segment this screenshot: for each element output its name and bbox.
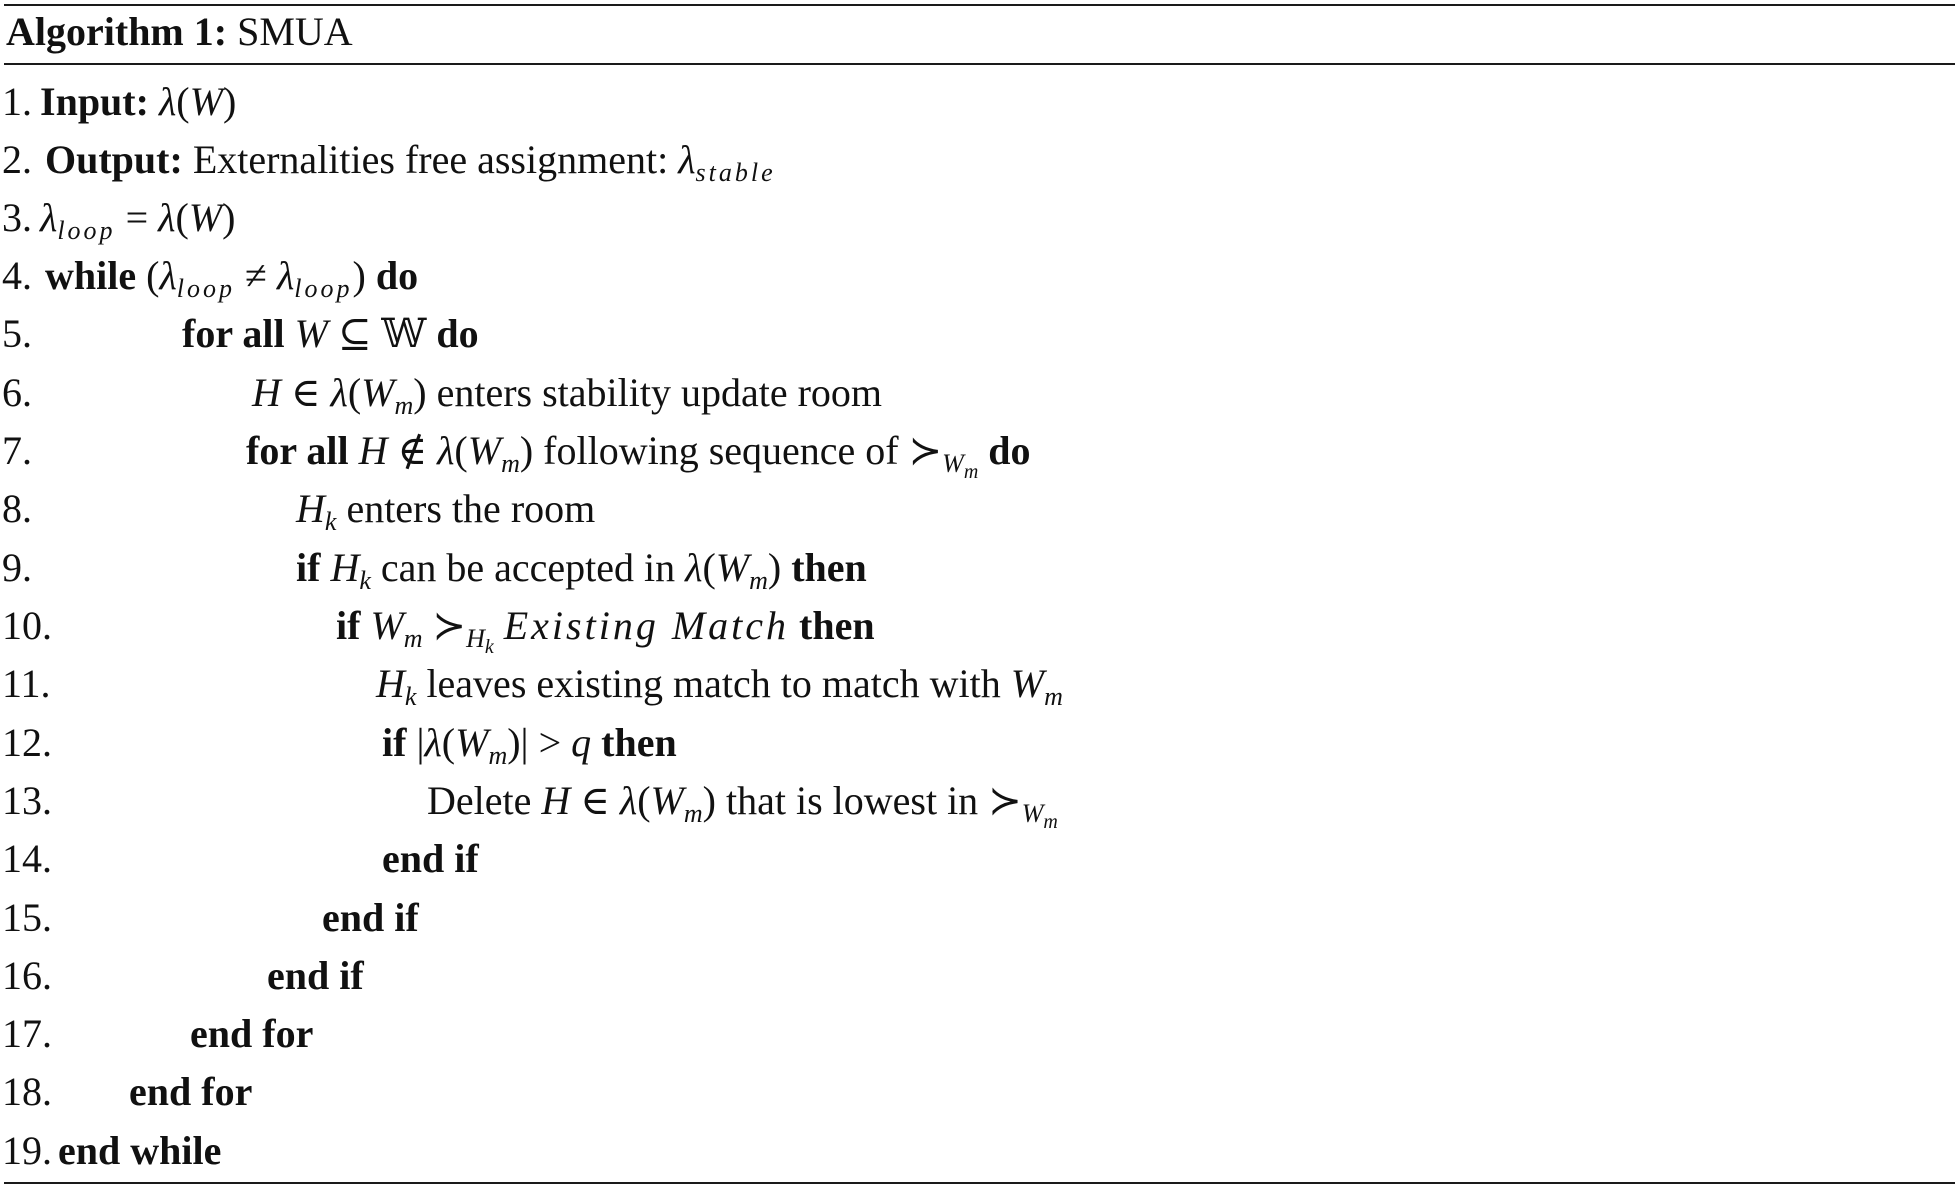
statement-text: can be accepted in bbox=[380, 545, 676, 590]
line-code bbox=[267, 947, 364, 1005]
keyword-output: Output: bbox=[45, 137, 183, 182]
line-code bbox=[382, 714, 677, 772]
keyword-end-for: end for bbox=[190, 1011, 314, 1056]
line-number: 1. bbox=[2, 79, 32, 124]
keyword-input: Input: bbox=[40, 79, 149, 124]
keyword-for-all: for all bbox=[182, 311, 285, 356]
statement-text: that is lowest in bbox=[725, 778, 979, 823]
math-var-w: W bbox=[294, 311, 328, 356]
math-succ: ≻ bbox=[908, 428, 943, 473]
line-code bbox=[322, 889, 419, 947]
keyword-while: while bbox=[45, 253, 137, 298]
math-subscript-w bbox=[1021, 799, 1058, 833]
algorithm-label: Algorithm 1: bbox=[6, 9, 228, 54]
math-subscript-k: k bbox=[324, 507, 337, 536]
math-lambda: λ bbox=[619, 778, 638, 823]
math-subscript-m: m bbox=[683, 799, 703, 828]
line-number: 16. bbox=[2, 953, 52, 998]
line-number: 7. bbox=[2, 428, 32, 473]
math-paren-close: ) bbox=[767, 545, 782, 590]
math-subscript-k: k bbox=[404, 682, 417, 711]
math-subscript-h bbox=[466, 624, 494, 658]
math-lambda: λ bbox=[276, 253, 295, 298]
line-code bbox=[376, 655, 1063, 713]
line-number: 13. bbox=[2, 778, 52, 823]
keyword-if: if bbox=[336, 603, 361, 648]
math-subscript-w-base: W bbox=[1021, 799, 1044, 828]
line-code bbox=[382, 830, 479, 888]
math-abs-close: | bbox=[520, 720, 529, 765]
math-var-w: W bbox=[650, 778, 684, 823]
keyword-end-for: end for bbox=[129, 1069, 253, 1114]
line-number: 12. bbox=[2, 720, 52, 765]
math-in: ∈ bbox=[290, 370, 321, 415]
line-code bbox=[190, 1005, 313, 1063]
keyword-for-all: for all bbox=[246, 428, 349, 473]
keyword-end-if: end if bbox=[322, 895, 419, 940]
math-succ: ≻ bbox=[988, 778, 1022, 823]
math-subscript-k: k bbox=[484, 636, 494, 658]
line-code bbox=[58, 1122, 221, 1180]
math-var-w: W bbox=[361, 370, 395, 415]
keyword-do: do bbox=[988, 428, 1031, 473]
math-var-h: H bbox=[296, 486, 325, 531]
line-number: 5. bbox=[2, 311, 32, 356]
keyword-if: if bbox=[296, 545, 321, 590]
statement-text: leaves existing match to match with bbox=[426, 661, 1001, 706]
keyword-do: do bbox=[375, 253, 419, 298]
math-subscript-stable: stable bbox=[695, 158, 776, 187]
math-abs-open: | bbox=[416, 720, 425, 765]
keyword-do: do bbox=[436, 311, 479, 356]
caption-rule bbox=[4, 63, 1955, 65]
math-subscript-h-base: H bbox=[466, 624, 485, 653]
algorithm-name: SMUA bbox=[237, 9, 353, 54]
keyword-if: if bbox=[382, 720, 407, 765]
math-paren-close: ) bbox=[222, 195, 236, 240]
math-lambda: λ bbox=[330, 370, 348, 415]
keyword-then: then bbox=[799, 603, 875, 648]
math-subscript-w bbox=[942, 449, 979, 483]
math-lambda: λ bbox=[40, 195, 58, 240]
output-description: Externalities free assignment: bbox=[192, 137, 669, 182]
bottom-rule bbox=[4, 1182, 1955, 1184]
math-lambda: λ bbox=[158, 195, 176, 240]
line-number: 15. bbox=[2, 895, 52, 940]
line-code bbox=[129, 1063, 252, 1121]
math-paren-close: ) bbox=[222, 79, 237, 124]
keyword-then: then bbox=[791, 545, 867, 590]
line-code bbox=[246, 422, 1031, 483]
math-paren-close: ) bbox=[702, 778, 716, 823]
line-number: 2. bbox=[2, 137, 32, 182]
math-subscript-loop: loop bbox=[294, 274, 353, 303]
math-var-w: W bbox=[455, 720, 489, 765]
line-number: 10. bbox=[2, 603, 52, 648]
math-paren-open: ( bbox=[454, 428, 468, 473]
math-paren-open: ( bbox=[175, 195, 189, 240]
math-paren-open: ( bbox=[347, 370, 362, 415]
line-code bbox=[427, 772, 1058, 833]
line-code bbox=[45, 131, 776, 189]
statement-text: Delete bbox=[427, 778, 532, 823]
math-subscript-m: m bbox=[403, 624, 423, 653]
line-number: 4. bbox=[2, 253, 32, 298]
math-paren-open: ( bbox=[702, 545, 716, 590]
line-number: 6. bbox=[2, 370, 32, 415]
line-number: 11. bbox=[2, 661, 51, 706]
math-paren-open: ( bbox=[637, 778, 651, 823]
math-subscript-m: m bbox=[1043, 811, 1058, 833]
math-subseteq: ⊆ bbox=[337, 311, 372, 356]
math-greater-than: > bbox=[538, 720, 562, 765]
line-number: 19. bbox=[2, 1128, 52, 1173]
line-number: 8. bbox=[2, 486, 32, 531]
math-in: ∈ bbox=[580, 778, 610, 823]
line-code bbox=[40, 73, 236, 131]
math-subscript-loop: loop bbox=[57, 216, 116, 245]
math-paren-close: ) bbox=[413, 370, 427, 415]
line-number: 18. bbox=[2, 1069, 52, 1114]
math-not-equal: ≠ bbox=[245, 253, 267, 298]
line-number: 14. bbox=[2, 836, 52, 881]
math-not-in: ∉ bbox=[397, 428, 428, 473]
math-var-w: W bbox=[370, 603, 404, 648]
math-lambda: λ bbox=[678, 137, 696, 182]
keyword-end-while: end while bbox=[58, 1128, 222, 1173]
math-set-w: 𝕎 bbox=[381, 311, 427, 356]
line-code bbox=[45, 247, 418, 305]
line-code bbox=[40, 189, 235, 247]
math-var-h: H bbox=[376, 661, 405, 706]
line-number: 9. bbox=[2, 545, 32, 590]
math-subscript-m: m bbox=[749, 566, 768, 595]
line-code bbox=[182, 305, 479, 363]
math-subscript-k: k bbox=[359, 566, 371, 595]
line-number: 17. bbox=[2, 1011, 52, 1056]
math-paren-open: ( bbox=[441, 720, 456, 765]
line-code bbox=[296, 539, 867, 597]
math-succ: ≻ bbox=[432, 603, 467, 648]
math-var-w: W bbox=[467, 428, 502, 473]
math-subscript-m: m bbox=[501, 449, 520, 478]
math-var-w: W bbox=[188, 195, 223, 240]
math-subscript-w-base: W bbox=[942, 449, 964, 478]
math-var-h: H bbox=[358, 428, 388, 473]
math-lambda: λ bbox=[685, 545, 703, 590]
math-var-q: q bbox=[571, 720, 592, 765]
line-code bbox=[336, 597, 875, 658]
keyword-end-if: end if bbox=[267, 953, 364, 998]
math-lambda: λ bbox=[158, 79, 177, 124]
algorithm-caption bbox=[6, 8, 353, 56]
math-lambda: λ bbox=[424, 720, 442, 765]
line-number: 3. bbox=[2, 195, 32, 240]
math-subscript-m: m bbox=[963, 461, 979, 483]
math-subscript-m: m bbox=[488, 741, 508, 770]
math-paren-close: ) bbox=[352, 253, 366, 298]
statement-text: following sequence of bbox=[543, 428, 899, 473]
math-paren-close: ) bbox=[507, 720, 521, 765]
keyword-then: then bbox=[601, 720, 677, 765]
math-paren-close: ) bbox=[519, 428, 534, 473]
math-lambda: λ bbox=[437, 428, 455, 473]
math-paren-open: ( bbox=[176, 79, 190, 124]
math-var-h: H bbox=[330, 545, 360, 590]
math-subscript-m: m bbox=[1044, 682, 1063, 711]
math-equals: = bbox=[125, 195, 149, 240]
top-rule bbox=[4, 4, 1955, 6]
math-paren-open: ( bbox=[146, 253, 160, 298]
math-var-w: W bbox=[1010, 661, 1045, 706]
math-existing-match: Existing Match bbox=[503, 603, 790, 648]
keyword-end-if: end if bbox=[382, 836, 479, 881]
math-var-h: H bbox=[252, 370, 281, 415]
math-var-w: W bbox=[189, 79, 223, 124]
math-lambda: λ bbox=[159, 253, 177, 298]
math-subscript-m: m bbox=[394, 391, 414, 420]
line-code bbox=[252, 364, 882, 422]
statement-text: enters stability update room bbox=[436, 370, 883, 415]
math-subscript-loop: loop bbox=[176, 274, 236, 303]
line-code bbox=[296, 480, 595, 538]
statement-text: enters the room bbox=[346, 486, 596, 531]
math-var-h: H bbox=[541, 778, 571, 823]
math-var-w: W bbox=[715, 545, 750, 590]
